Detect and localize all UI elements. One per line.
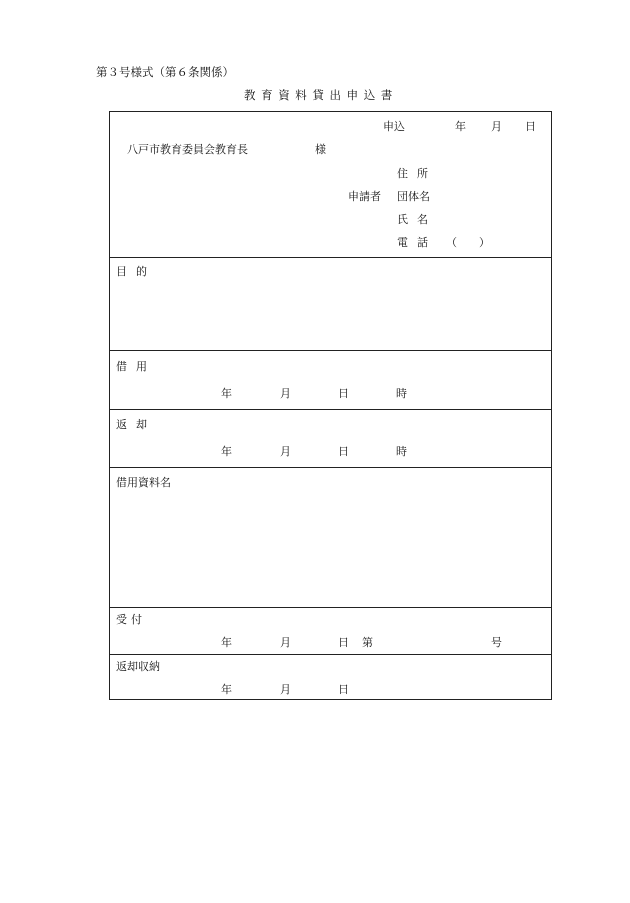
return-storage-year-label: 年 xyxy=(221,683,232,696)
applicant-label: 申請者 xyxy=(348,190,381,203)
application-form xyxy=(109,111,552,700)
borrow-day-label: 日 xyxy=(338,387,349,400)
name-label: 氏名 xyxy=(397,213,437,226)
return-hour-label: 時 xyxy=(396,445,407,458)
reception-day-label: 日 xyxy=(338,636,349,649)
purpose-label: 目的 xyxy=(116,265,156,278)
reception-month-label: 月 xyxy=(280,636,291,649)
divider-purpose xyxy=(109,257,552,258)
phone-parentheses: （ ） xyxy=(446,236,490,249)
application-day-label: 日 xyxy=(525,120,536,133)
return-label: 返却 xyxy=(116,418,156,431)
divider-borrow xyxy=(109,350,552,351)
divider-return-storage xyxy=(109,654,552,655)
addressee: 八戸市教育委員会教育長 xyxy=(127,143,248,156)
reception-number-suffix: 号 xyxy=(491,636,502,649)
honorific: 様 xyxy=(315,143,326,156)
application-year-label: 年 xyxy=(455,120,466,133)
organization-label: 団体名 xyxy=(397,190,430,203)
reception-label: 受付 xyxy=(116,613,146,626)
borrow-month-label: 月 xyxy=(280,387,291,400)
reception-year-label: 年 xyxy=(221,636,232,649)
return-storage-month-label: 月 xyxy=(280,683,291,696)
divider-reception xyxy=(109,607,552,608)
application-month-label: 月 xyxy=(491,120,502,133)
borrow-label: 借用 xyxy=(116,360,156,373)
return-day-label: 日 xyxy=(338,445,349,458)
address-label: 住所 xyxy=(397,167,437,180)
return-month-label: 月 xyxy=(280,445,291,458)
borrow-hour-label: 時 xyxy=(396,387,407,400)
return-year-label: 年 xyxy=(221,445,232,458)
application-date-prefix: 申込 xyxy=(383,120,405,133)
form-title: 教育資料貸出申込書 xyxy=(244,88,398,102)
borrow-year-label: 年 xyxy=(221,387,232,400)
phone-label: 電話 xyxy=(397,236,437,249)
materials-label: 借用資料名 xyxy=(116,476,171,489)
return-storage-label: 返却収納 xyxy=(116,660,160,673)
reception-number-prefix: 第 xyxy=(362,636,373,649)
return-storage-day-label: 日 xyxy=(338,683,349,696)
divider-return xyxy=(109,409,552,410)
form-number: 第３号様式（第６条関係） xyxy=(96,65,234,79)
divider-materials xyxy=(109,467,552,468)
